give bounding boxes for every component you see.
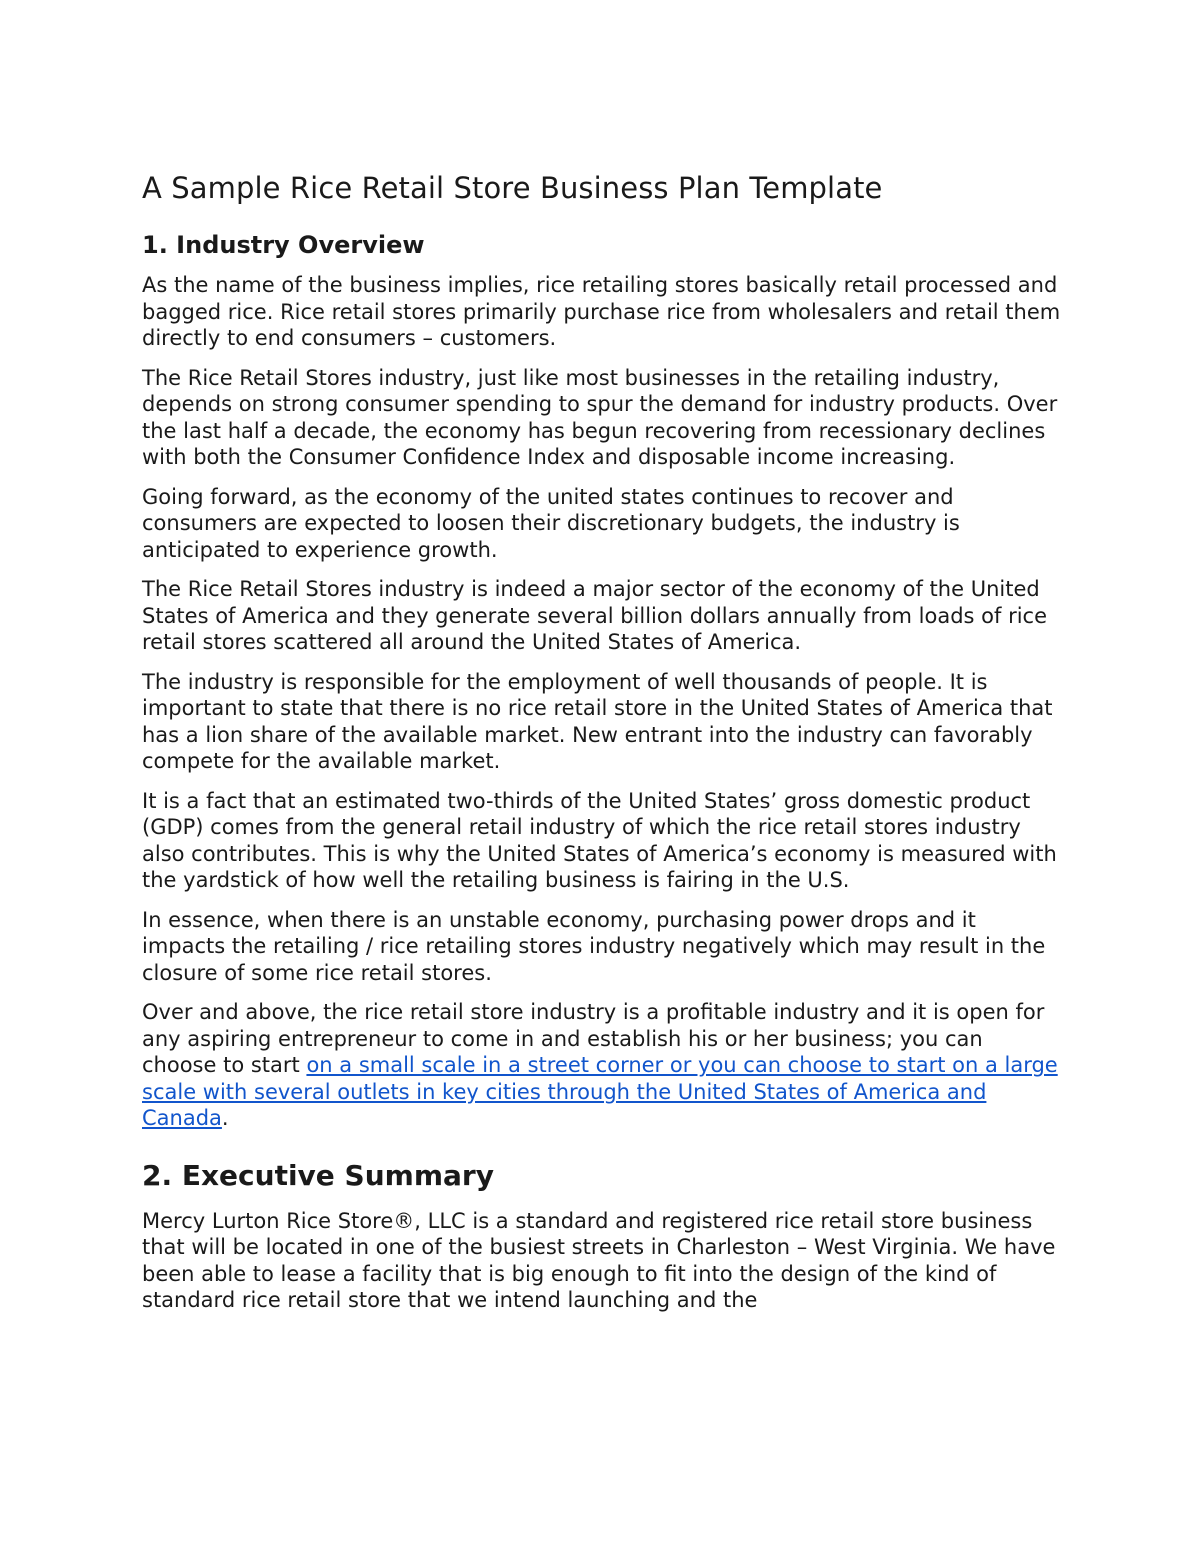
document-page [142, 168, 1062, 1327]
paragraph: As the name of the business implies, rice retailing stores basically retail processed and bagged rice. Rice retail stores primarily purchase rice from wholesalers and retail them directly to end consumers – customers. [142, 273, 1061, 350]
section-heading-industry-overview: 1. Industry Overview [142, 231, 425, 259]
paragraph: Mercy Lurton Rice Store®, LLC is a standard and registered rice retail store business that will be located in one of the busiest streets in Charleston – West Virginia. We have been able to lease a facility that is big enough to fit into the design of the kind of standard rice retail store that we intend launching and the [142, 1208, 1056, 1312]
business-scale-link[interactable]: on a small scale in a street corner or you can choose to start on a large scale with several outlets in key cities through the United States of America and Canada [142, 1053, 1058, 1130]
paragraph-with-link [142, 999, 1062, 1132]
paragraph: The Rice Retail Stores industry is indeed a major sector of the economy of the United States of America and they generate several billion dollars annually from loads of rice retail stores scattered all around the United States of America. [142, 577, 1047, 654]
section-heading-executive-summary: 2. Executive Summary [142, 1158, 494, 1192]
paragraph: It is a fact that an estimated two-thirds of the United States’ gross domestic product (GDP) comes from the general retail industry of which the rice retail stores industry also contributes. This is why the United States of America’s economy is measured with the yardstick of how well the retailing business is fairing in the U.S. [142, 788, 1057, 892]
paragraph: The industry is responsible for the employment of well thousands of people. It is important to state that there is no rice retail store in the United States of America that has a lion share of the available market. New entrant into the industry can favorably compete for the available market. [142, 669, 1053, 773]
paragraph: In essence, when there is an unstable economy, purchasing power drops and it impacts the retailing / rice retailing stores industry negatively which may result in the closure of some rice retail stores. [142, 907, 1046, 985]
paragraph-trailing-text: . [221, 1106, 229, 1130]
document-title: A Sample Rice Retail Store Business Plan Template [142, 171, 883, 205]
paragraph-lead-text: Over and above, the rice retail store industry is a profitable industry and it is open for any aspiring entrepreneur to come in and establish his or her business; you can choose to start [142, 1000, 1045, 1077]
paragraph: Going forward, as the economy of the united states continues to recover and consumers are expected to loosen their discretionary budgets, the industry is anticipated to experience growth. [142, 484, 960, 562]
paragraph: The Rice Retail Stores industry, just like most businesses in the retailing industry, depends on strong consumer spending to spur the demand for industry products. Over the last half a decade, the economy has begun recovering from recessionary declines with both the Consumer Confidence Index and disposable income increasing. [142, 365, 1058, 469]
